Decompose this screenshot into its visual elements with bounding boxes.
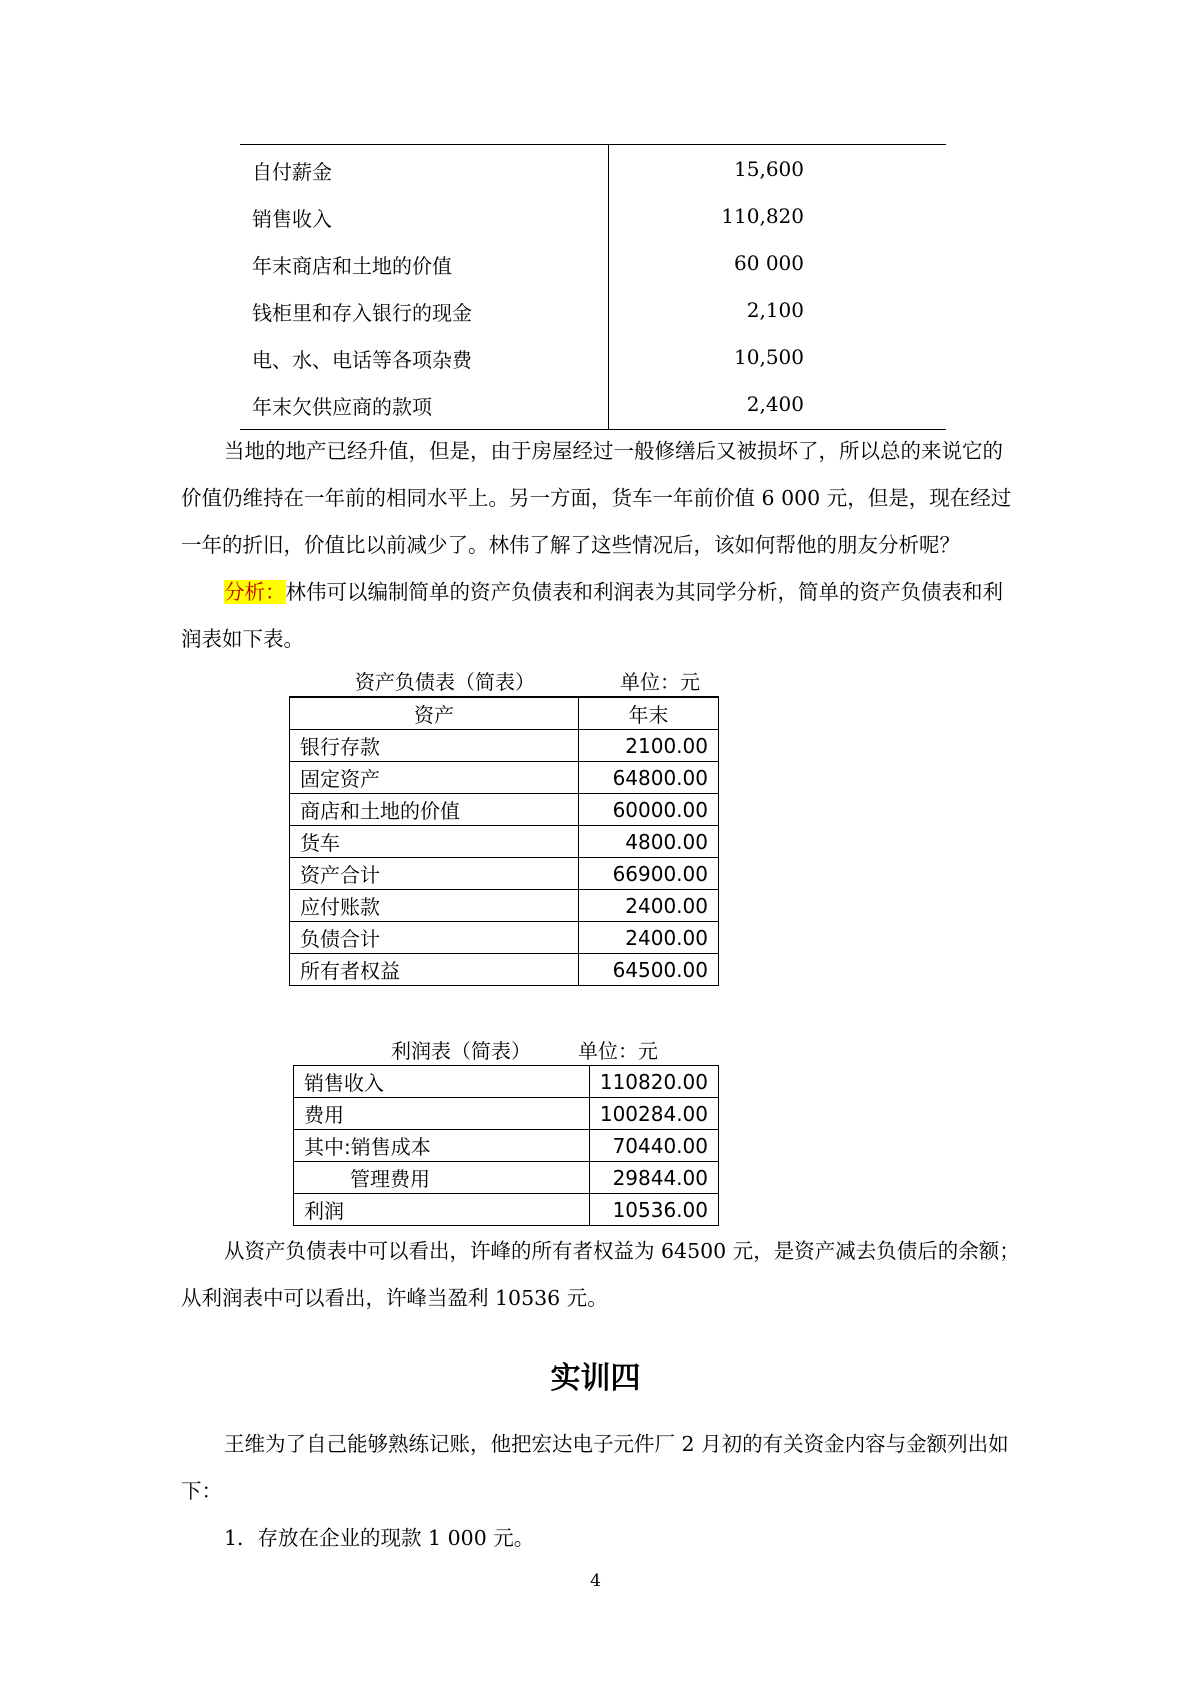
- table-row: [294, 1066, 719, 1098]
- table-top-rule: [240, 144, 946, 145]
- table-row: [290, 826, 719, 858]
- row-label: 其中:销售成本: [294, 1130, 590, 1162]
- row-value: 64500.00: [579, 954, 719, 986]
- row-label: 银行存款: [290, 730, 579, 762]
- paragraph-line: 价值仍维持在一年前的相同水平上。另一方面，货车一年前价值 6 000 元，但是，现在经过: [181, 486, 1012, 510]
- row-value: 10536.00: [589, 1194, 718, 1226]
- list-item-value: 60 000: [734, 251, 804, 275]
- row-label: 利润: [294, 1194, 590, 1226]
- table-row: [294, 1162, 719, 1194]
- row-value: 29844.00: [589, 1162, 718, 1194]
- column-header-assets: 资产: [290, 697, 579, 730]
- income-statement-title: 利润表（简表）: [391, 1039, 531, 1063]
- income-statement-caption: [293, 1033, 723, 1063]
- list-item-label: 自付薪金: [252, 160, 332, 184]
- conclusion-line: 从资产负债表中可以看出，许峰的所有者权益为 64500 元，是资产减去负债后的余额；: [224, 1239, 1020, 1263]
- list-item: [240, 381, 946, 428]
- row-label: 货车: [290, 826, 579, 858]
- table-row: [290, 730, 719, 762]
- page-number: 4: [590, 1571, 601, 1591]
- balance-sheet-unit: 单位：元: [620, 670, 700, 694]
- list-item: [240, 193, 946, 240]
- column-header-year-end: 年末: [579, 697, 719, 730]
- list-item: [240, 240, 946, 287]
- list-item: [240, 287, 946, 334]
- table-row: [290, 762, 719, 794]
- expense-list-table: [240, 144, 946, 430]
- list-item-value: 10,500: [734, 345, 804, 369]
- row-label: 应付账款: [290, 890, 579, 922]
- row-value: 2100.00: [579, 730, 719, 762]
- balance-sheet-title: 资产负债表（简表）: [355, 670, 535, 694]
- row-value: 60000.00: [579, 794, 719, 826]
- row-label: 费用: [294, 1098, 590, 1130]
- income-statement-unit: 单位：元: [578, 1039, 658, 1063]
- analysis-line: [224, 569, 1054, 616]
- table-row: [290, 858, 719, 890]
- row-label: 销售收入: [294, 1066, 590, 1098]
- table-row: [294, 1130, 719, 1162]
- list-item-label: 年末欠供应商的款项: [252, 395, 432, 419]
- list-item-value: 2,400: [746, 392, 804, 416]
- income-statement-table: [293, 1065, 719, 1226]
- section-intro-line: 下：: [181, 1479, 222, 1503]
- list-item-label: 销售收入: [252, 207, 332, 231]
- analysis-label: 分析：: [224, 580, 286, 604]
- row-value: 4800.00: [579, 826, 719, 858]
- row-value: 2400.00: [579, 922, 719, 954]
- list-item-label: 钱柜里和存入银行的现金: [252, 301, 472, 325]
- table-row: [294, 1098, 719, 1130]
- list-item-value: 2,100: [746, 298, 804, 322]
- list-item-label: 年末商店和土地的价值: [252, 254, 452, 278]
- list-item-label: 电、水、电话等各项杂费: [252, 348, 472, 372]
- paragraph-line: 一年的折旧，价值比以前减少了。林伟了解了这些情况后，该如何帮他的朋友分析呢？: [181, 533, 960, 557]
- row-value: 2400.00: [579, 890, 719, 922]
- balance-sheet-caption: [290, 664, 720, 694]
- row-value: 64800.00: [579, 762, 719, 794]
- list-item: [240, 334, 946, 381]
- list-item: [240, 146, 946, 193]
- table-row: [290, 954, 719, 986]
- analysis-text: 林伟可以编制简单的资产负债表和利润表为其同学分析，简单的资产负债表和利: [285, 580, 1003, 604]
- balance-sheet-table: [289, 696, 719, 986]
- section-item: 1．存放在企业的现款 1 000 元。: [224, 1526, 535, 1550]
- row-label: 负债合计: [290, 922, 579, 954]
- list-item-value: 15,600: [734, 157, 804, 181]
- conclusion-line: 从利润表中可以看出，许峰当盈利 10536 元。: [181, 1286, 608, 1310]
- paragraph-line: 当地的地产已经升值，但是，由于房屋经过一般修缮后又被损坏了，所以总的来说它的: [224, 439, 1003, 463]
- row-label: 资产合计: [290, 858, 579, 890]
- row-label: 管理费用: [294, 1162, 590, 1194]
- table-row: [290, 794, 719, 826]
- table-row: [294, 1194, 719, 1226]
- section-heading: 实训四: [550, 1361, 641, 1396]
- row-value: 70440.00: [589, 1130, 718, 1162]
- row-value: 110820.00: [589, 1066, 718, 1098]
- list-item-value: 110,820: [721, 204, 804, 228]
- row-label: 商店和土地的价值: [290, 794, 579, 826]
- row-label: 固定资产: [290, 762, 579, 794]
- analysis-line-2: 润表如下表。: [181, 627, 304, 651]
- table-row: [290, 890, 719, 922]
- table-row: [290, 922, 719, 954]
- table-header-row: [290, 697, 719, 730]
- section-intro-line: 王维为了自己能够熟练记账，他把宏达电子元件厂 2 月初的有关资金内容与金额列出如: [224, 1432, 1009, 1456]
- row-label: 所有者权益: [290, 954, 579, 986]
- row-value: 66900.00: [579, 858, 719, 890]
- row-value: 100284.00: [589, 1098, 718, 1130]
